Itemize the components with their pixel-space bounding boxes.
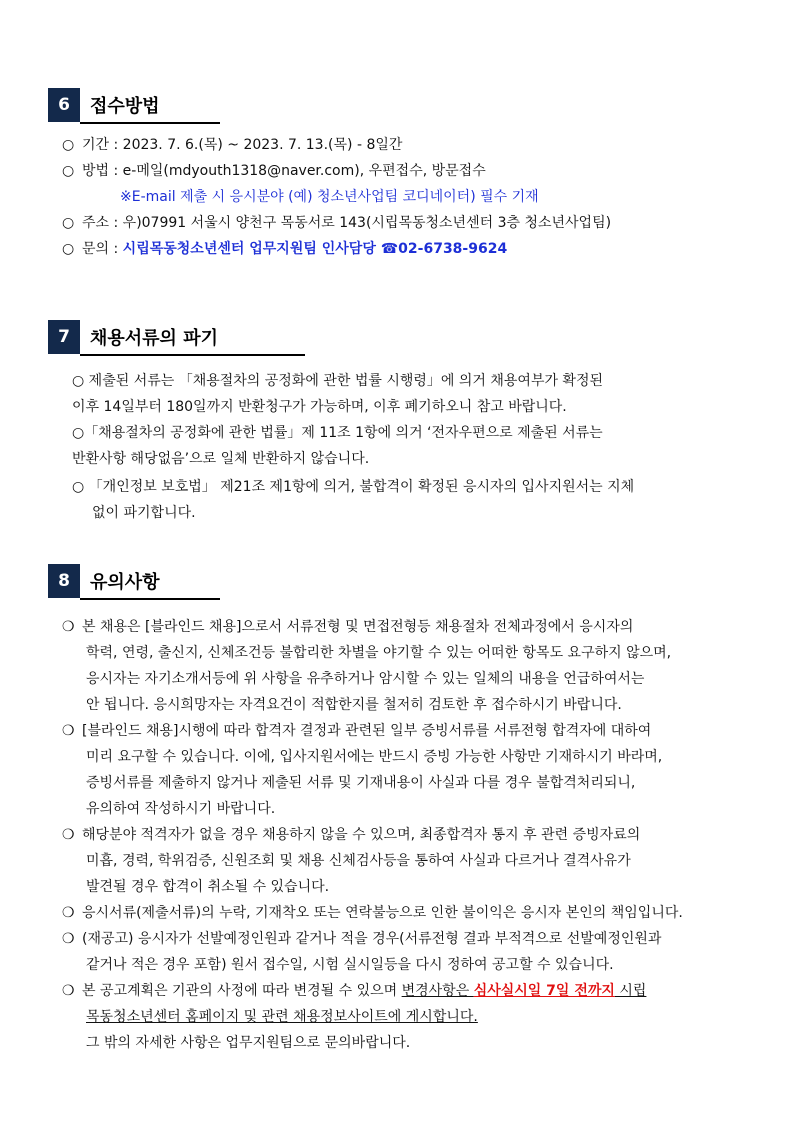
section-title: 유의사항 (90, 572, 160, 593)
s7-p1-line2: 이후 14일부터 180일까지 반환청구가 가능하며, 이후 폐기하오니 참고 바랍니다. (72, 399, 567, 415)
notice-item: ❍ 본 채용은 [블라인드 채용]으로서 서류전형 및 면접전형등 채용절차 전체과정에서 응시자의 (62, 619, 634, 635)
s7-p1-line1: ○ 제출된 서류는 「채용절차의 공정화에 관한 법률 시행령」에 의거 채용여부가 확정된 (72, 373, 604, 389)
notice-item-change: ❍ 본 공고계획은 기관의 사정에 따라 변경될 수 있으며 변경사항은 심사실시일 7일 전까지 시립 (62, 983, 647, 999)
notice-line: 그 밖의 자세한 사항은 업무지원팀으로 문의바랍니다. (86, 1035, 411, 1051)
s7-p3-line1: ○ 「개인정보 보호법」 제21조 제1항에 의거, 불합격이 확정된 응시자의 입사지원서는 지체 (72, 479, 635, 495)
notice-line: 안 됩니다. 응시희망자는 자격요건이 적합한지를 철저히 검토한 후 접수하시기 바랍니다. (86, 697, 622, 713)
s6-method-note: ※E-mail 제출 시 응시분야 (예) 청소년사업팀 코디네이터) 필수 기재 (120, 189, 539, 205)
deadline-highlight: 심사실시일 7일 전까지 (473, 983, 615, 999)
section-title: 접수방법 (90, 96, 160, 117)
s6-contact: ○ 문의 : 시립목동청소년센터 업무지원팀 인사담당 ☎02-6738-9624 (62, 241, 508, 257)
s6-period: ○ 기간 : 2023. 7. 6.(목) ~ 2023. 7. 13.(목) - 8일간 (62, 137, 403, 153)
s7-p2-line1: ○「채용절차의 공정화에 관한 법률」제 11조 1항에 의거 ‘전자우편으로 제출된 서류는 (72, 425, 603, 441)
section-6 (48, 88, 768, 124)
notice-item: ❍ (재공고) 응시자가 선발예정인원과 같거나 적을 경우(서류전형 결과 부적격으로 선발예정인원과 (62, 931, 662, 947)
section-6-header (48, 88, 768, 124)
notice-line: 미리 요구할 수 있습니다. 이에, 입사지원서에는 반드시 증빙 가능한 사항만 기재하시기 바라며, (86, 749, 663, 765)
notice-line: 목동청소년센터 홈페이지 및 관련 채용정보사이트에 게시합니다. (86, 1009, 478, 1025)
s7-p3-line2: 없이 파기합니다. (92, 505, 196, 521)
section-7-header (48, 320, 768, 356)
section-number: 6 (48, 88, 80, 122)
section-underline (80, 598, 220, 600)
contact-info: 시립목동청소년센터 업무지원팀 인사담당 ☎02-6738-9624 (122, 241, 508, 257)
notice-item: ❍ [블라인드 채용]시행에 따라 합격자 결정과 관련된 일부 증빙서류를 서류전형 합격자에 대하여 (62, 723, 652, 739)
section-8-header (48, 564, 768, 600)
notice-item: ❍ 응시서류(제출서류)의 누락, 기재착오 또는 연락불능으로 인한 불이익은 응시자 본인의 책임입니다. (62, 905, 683, 921)
notice-line: 미흡, 경력, 학위검증, 신원조회 및 채용 신체검사등을 통하여 사실과 다르거나 결격사유가 (86, 853, 631, 869)
section-8 (48, 564, 768, 600)
notice-line: 증빙서류를 제출하지 않거나 제출된 서류 및 기재내용이 사실과 다를 경우 불합격처리되니, (86, 775, 636, 791)
section-title: 채용서류의 파기 (90, 328, 218, 349)
section-7 (48, 320, 768, 356)
notice-line: 유의하여 작성하시기 바랍니다. (86, 801, 276, 817)
notice-item: ❍ 해당분야 적격자가 없을 경우 채용하지 않을 수 있으며, 최종합격자 통지 후 관련 증빙자료의 (62, 827, 641, 843)
s6-address: ○ 주소 : 우)07991 서울시 양천구 목동서로 143(시립목동청소년센터 3층 청소년사업팀) (62, 215, 612, 231)
notice-line: 응시자는 자기소개서등에 위 사항을 유추하거나 암시할 수 있는 일체의 내용을 언급하여서는 (86, 671, 645, 687)
notice-line: 같거나 적은 경우 포함) 원서 접수일, 시험 실시일등을 다시 정하여 공고할 수 있습니다. (86, 957, 614, 973)
email-address[interactable]: mdyouth1318@naver.com (168, 163, 355, 179)
s6-method: ○ 방법 : e-메일(mdyouth1318@naver.com), 우편접수, 방문접수 (62, 163, 486, 179)
section-underline (80, 354, 305, 356)
s7-p2-line2: 반환사항 해당없음’으로 일체 반환하지 않습니다. (72, 451, 370, 467)
section-number: 7 (48, 320, 80, 354)
section-underline (80, 122, 220, 124)
notice-line: 학력, 연령, 출신지, 신체조건등 불합리한 차별을 야기할 수 있는 어떠한 항목도 요구하지 않으며, (86, 645, 672, 661)
notice-line: 발견될 경우 합격이 취소될 수 있습니다. (86, 879, 330, 895)
section-number: 8 (48, 564, 80, 598)
